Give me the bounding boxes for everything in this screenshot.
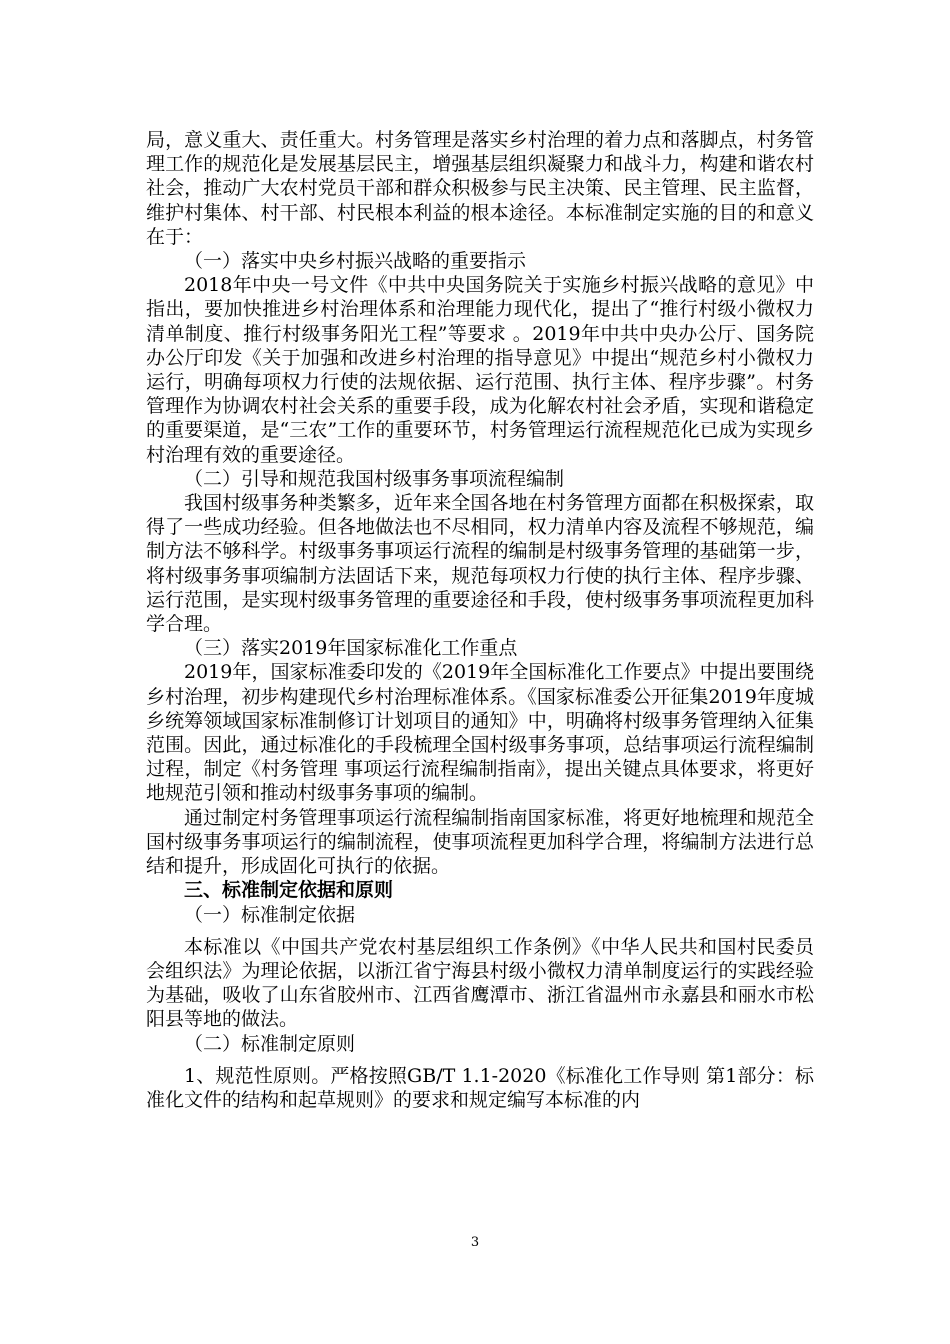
paragraph-normative-principle: 1、规范性原则。严格按照GB/T 1.1-2020《标准化工作导则 第1部分：标准化文件的结构和起草规则》的要求和规定编写本标准的内 bbox=[146, 1064, 814, 1111]
subheading-guide-process: （二）引导和规范我国村级事务事项流程编制 bbox=[184, 467, 565, 490]
subheading-principles: （二）标准制定原则 bbox=[184, 1032, 356, 1055]
paragraph-rural-revitalization: 2018年中央一号文件《中共中央国务院关于实施乡村振兴战略的意见》中指出，要加快推进乡村治理体系和治理能力现代化，提出了“推行村级小微权力清单制度、推行村级事务阳光工程”等要求 。2019年中共中央办公厅、国务院办公厅印发《关于加强和改进乡村治理的指导意见》中提出“规范乡村小微权力运行，明确每项权力行使的法规依据、运行范围、执行主体、程序步骤”。村务管理作为协调农村社会关系的重要手段，成为化解农村社会矛盾，实现和谐稳定的重要渠道，是“三农”工作的重要环节，村务管理运行流程规范化已成为实现乡村治理有效的重要途径。 bbox=[146, 274, 814, 466]
paragraph-guide-process: 我国村级事务种类繁多，近年来全国各地在村务管理方面都在积极探索，取得了一些成功经验。但各地做法也不尽相同，权力清单内容及流程不够规范，编制方法不够科学。村级事务事项运行流程的编制是村级事务管理的基础第一步，将村级事务事项编制方法固话下来，规范每项权力行使的执行主体、程序步骤、运行范围，是实现村级事务管理的重要途径和手段，使村级事务事项流程更加科学合理。 bbox=[146, 492, 814, 636]
paragraph-basis: 本标准以《中国共产党农村基层组织工作条例》《中华人民共和国村民委员会组织法》为理论依据，以浙江省宁海县村级小微权力清单制度运行的实践经验为基础，吸收了山东省胶州市、江西省鹰潭市、浙江省温州市永嘉县和丽水市松阳县等地的做法。 bbox=[146, 935, 814, 1031]
paragraph-summary: 通过制定村务管理事项运行流程编制指南国家标准，将更好地梳理和规范全国村级事务事项运行的编制流程，使事项流程更加科学合理，将编制方法进行总结和提升，形成固化可执行的依据。 bbox=[146, 806, 814, 878]
subheading-rural-revitalization: （一）落实中央乡村振兴战略的重要指示 bbox=[184, 250, 527, 273]
document-body bbox=[146, 128, 814, 1112]
paragraph-standardization-2019: 2019年，国家标准委印发的《2019年全国标准化工作要点》中提出要围绕乡村治理，初步构建现代乡村治理标准体系。《国家标准委公开征集2019年度城乡统筹领域国家标准制修订计划项目的通知》中，明确将村级事务管理纳入征集范围。因此，通过标准化的手段梳理全国村级事务事项，总结事项运行流程编制过程，制定《村务管理 事项运行流程编制指南》，提出关键点具体要求，将更好地规范引领和推动村级事务事项的编制。 bbox=[146, 661, 814, 805]
paragraph-intro: 局，意义重大、责任重大。村务管理是落实乡村治理的着力点和落脚点，村务管理工作的规范化是发展基层民主，增强基层组织凝聚力和战斗力，构建和谐农村社会，推动广大农村党员干部和群众积极参与民主决策、民主管理、民主监督，维护村集体、村干部、村民根本利益的根本途径。本标准制定实施的目的和意义在于： bbox=[146, 129, 814, 248]
section-heading-basis-principles: 三、标准制定依据和原则 bbox=[184, 879, 394, 902]
subheading-standardization-2019: （三）落实2019年国家标准化工作重点 bbox=[184, 637, 518, 660]
subheading-basis: （一）标准制定依据 bbox=[184, 903, 356, 926]
page-number: 3 bbox=[470, 1235, 480, 1250]
